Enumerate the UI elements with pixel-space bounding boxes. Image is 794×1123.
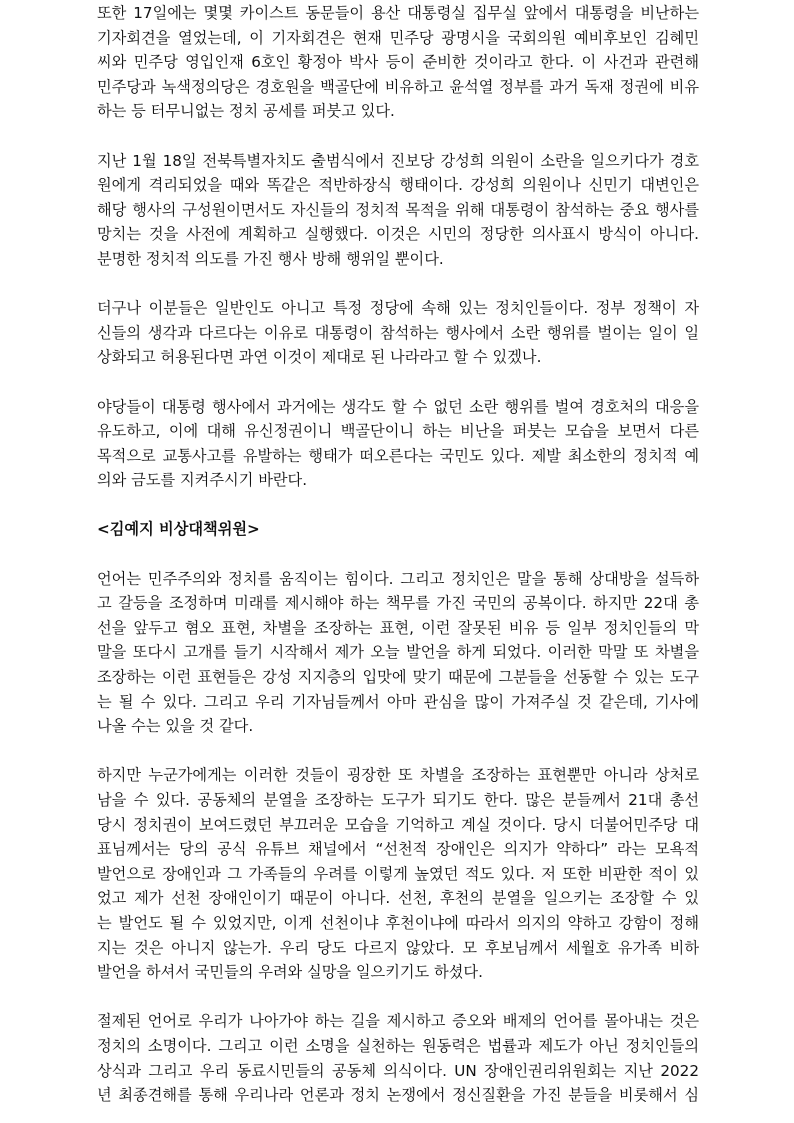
text-line: 발언을 하셔서 국민들의 우려와 실망을 일으키기도 하셨다. bbox=[97, 963, 483, 982]
text-line: 상화되고 허용된다면 과연 이것이 제대로 된 나라라고 할 수 있겠나. bbox=[97, 348, 542, 367]
section-heading: <김예지 비상대책위원> bbox=[97, 520, 260, 539]
paragraph-1 bbox=[97, 1, 699, 124]
paragraph-gap bbox=[97, 493, 699, 518]
text-line: 해당 행사의 구성원이면서도 자신들의 정치적 목적을 위해 대통령이 참석하는 중요 행사를 bbox=[97, 200, 699, 219]
text-line: 신들의 생각과 다르다는 이유로 대통령이 참석하는 행사에서 소란 행위를 벌이는 일이 일 bbox=[97, 323, 699, 342]
text-line: 표님께서는 당의 공식 유튜브 채널에서 “선천적 장애인은 의지가 약하다” 라는 모욕적 bbox=[97, 840, 699, 859]
text-line: 정치의 소명이다. 그리고 이런 소명을 실천하는 원동력은 법률과 제도가 아닌 정치인들의 bbox=[97, 1036, 699, 1055]
text-line: 언어는 민주주의와 정치를 움직이는 힘이다. 그리고 정치인은 말을 통해 상대방을 설득하 bbox=[97, 569, 699, 588]
paragraph-2 bbox=[97, 149, 699, 272]
paragraph-gap bbox=[97, 124, 699, 149]
paragraph-7 bbox=[97, 1009, 699, 1107]
text-line: 선을 앞두고 혐오 표현, 차별을 조장하는 표현, 이런 잘못된 비유 등 일부 정치인들의 막 bbox=[97, 618, 699, 637]
text-line: 고 갈등을 조정하며 미래를 제시해야 하는 책무를 가진 국민의 공복이다. 하지만 22대 총 bbox=[97, 594, 699, 613]
text-line: 조장하는 이런 표현들은 강성 지지층의 입맛에 맞기 때문에 그분들을 선동할 수 있는 도구 bbox=[97, 668, 699, 687]
text-line: 는 발언도 될 수 있었지만, 이게 선천이냐 후천이냐에 따라서 의지의 약하고 강함이 정해 bbox=[97, 913, 699, 932]
text-line: 더구나 이분들은 일반인도 아니고 특정 정당에 속해 있는 정치인들이다. 정부 정책이 자 bbox=[97, 299, 699, 318]
text-line: 야당들이 대통령 행사에서 과거에는 생각도 할 수 없던 소란 행위를 벌여 경호처의 대응을 bbox=[97, 397, 699, 416]
paragraph-5 bbox=[97, 567, 699, 739]
text-line: 발언으로 장애인과 그 가족들의 우려를 이렇게 높였던 적도 있다. 저 또한 비판한 적이 있 bbox=[97, 864, 699, 883]
document-page bbox=[97, 0, 699, 1108]
text-line: 당시 정치권이 보여드렸던 부끄러운 모습을 기억하고 계실 것이다. 당시 더불어민주당 대 bbox=[97, 815, 699, 834]
text-line: 나올 수는 있을 것 같다. bbox=[97, 717, 254, 736]
text-line: 는 될 수 있다. 그리고 우리 기자님들께서 아마 관심을 많이 가져주실 것 같은데, 기사에 bbox=[97, 692, 699, 711]
text-line: 기자회견을 열었는데, 이 기자회견은 현재 민주당 광명시을 국회의원 예비후보인 김혜민 bbox=[97, 28, 699, 47]
text-line: 절제된 언어로 우리가 나아가야 하는 길을 제시하고 증오와 배제의 언어를 몰아내는 것은 bbox=[97, 1012, 699, 1031]
text-line: 민주당과 녹색정의당은 경호원을 백골단에 비유하고 윤석열 정부를 과거 독재 정권에 비유 bbox=[97, 77, 699, 96]
text-line: 망치는 것을 사전에 계획하고 실행했다. 이것은 시민의 정당한 의사표시 방식이 아니다. bbox=[97, 225, 699, 244]
text-line: 말을 또다시 고개를 들기 시작해서 제가 오늘 발언을 하게 되었다. 이러한 막말 또 차별을 bbox=[97, 643, 699, 662]
paragraph-gap bbox=[97, 272, 699, 297]
paragraph-gap bbox=[97, 542, 699, 567]
text-line: 또한 17일에는 몇몇 카이스트 동문들이 용산 대통령실 집무실 앞에서 대통령을 비난하는 bbox=[97, 4, 699, 22]
text-line: 의와 금도를 지켜주시기 바란다. bbox=[97, 471, 308, 490]
text-line: 었고 제가 선천 장애인이기 때문이 아니다. 선천, 후천의 분열을 일으키는 조장할 수 있 bbox=[97, 889, 699, 908]
text-line: 분명한 정치적 의도를 가진 행사 방해 행위일 뿐이다. bbox=[97, 249, 444, 268]
paragraph-3 bbox=[97, 296, 699, 370]
paragraph-gap bbox=[97, 739, 699, 764]
text-line: 지는 것은 아니지 않는가. 우리 당도 다르지 않았다. 모 후보님께서 세월호 유가족 비하 bbox=[97, 938, 699, 957]
paragraph-gap bbox=[97, 370, 699, 395]
text-line: 하는 등 터무니없는 정치 공세를 퍼붓고 있다. bbox=[97, 102, 395, 121]
text-line: 씨와 민주당 영입인재 6호인 황정아 박사 등이 준비한 것이라고 한다. 이 사건과 관련해 bbox=[97, 53, 699, 72]
paragraph-6 bbox=[97, 763, 699, 984]
paragraph-gap bbox=[97, 985, 699, 1010]
text-line: 상식과 그리고 우리 동료시민들의 공동체 의식이다. UN 장애인권리위원회는 지난 2022 bbox=[97, 1061, 699, 1080]
text-line: 남을 수 있다. 공동체의 분열을 조장하는 도구가 되기도 한다. 많은 분들께서 21대 총선 bbox=[97, 791, 699, 809]
text-line: 하지만 누군가에게는 이러한 것들이 굉장한 또 차별을 조장하는 표현뿐만 아니라 상처로 bbox=[97, 766, 699, 785]
paragraph-4 bbox=[97, 395, 699, 493]
text-line: 년 최종견해를 통해 우리나라 언론과 정치 논쟁에서 정신질환을 가진 분들을 비롯해서 심 bbox=[97, 1086, 699, 1105]
text-line: 지난 1월 18일 전북특별자치도 출범식에서 진보당 강성희 의원이 소란을 일으키다가 경호 bbox=[97, 151, 699, 170]
text-line: 원에게 격리되었을 때와 똑같은 적반하장식 행태이다. 강성희 의원이나 신민기 대변인은 bbox=[97, 176, 699, 195]
text-line: 목적으로 교통사고를 유발하는 행태가 떠오른다는 국민도 있다. 제발 최소한의 정치적 예 bbox=[97, 446, 699, 465]
text-line: 유도하고, 이에 대해 유신정권이니 백골단이니 하는 비난을 퍼붓는 모습을 보면서 다른 bbox=[97, 422, 699, 441]
